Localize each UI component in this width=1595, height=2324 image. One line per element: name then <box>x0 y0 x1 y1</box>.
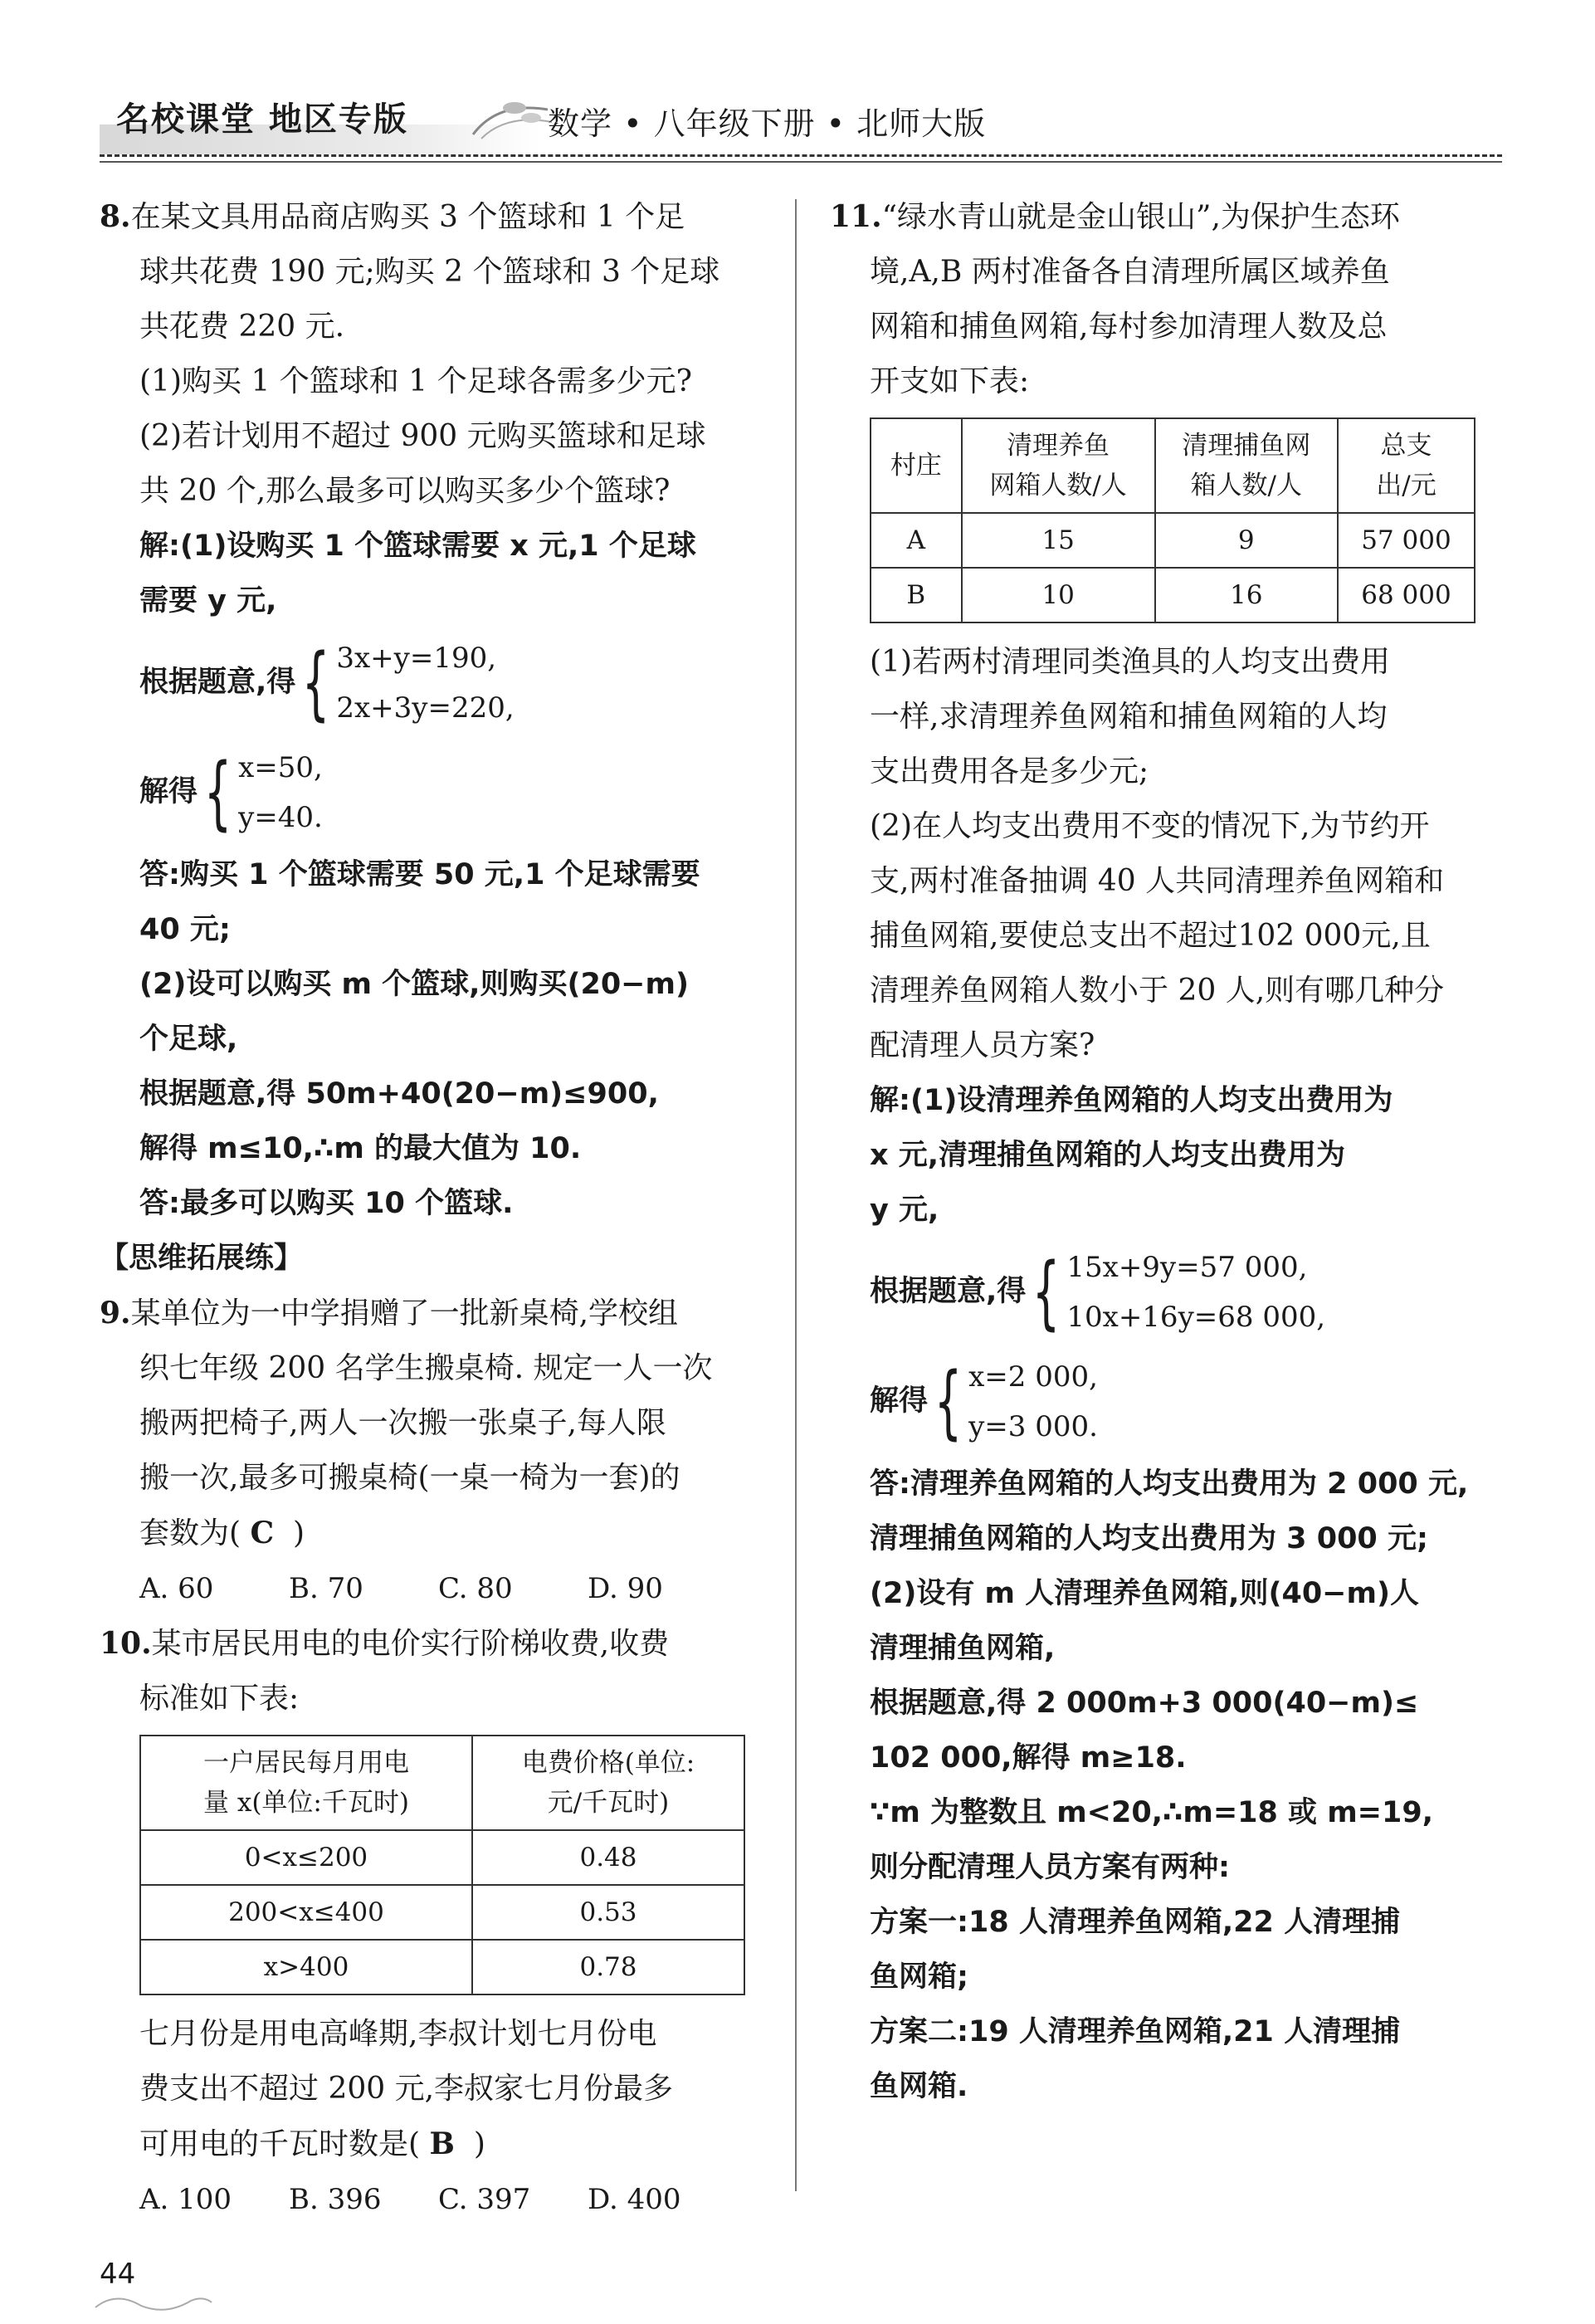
table-row <box>140 1830 744 1885</box>
table-cell: B <box>871 568 962 622</box>
label: 根据题意,得 <box>870 1275 1027 1308</box>
table-cell: 0.53 <box>472 1885 744 1940</box>
table-cell: 200<x≤400 <box>140 1885 472 1940</box>
equation: 15x+9y=57 000, <box>1066 1251 1308 1284</box>
solution-line: (2)设可以购买 m 个篮球,则购买(20−m) <box>139 968 689 1001</box>
leaf-ornament-icon <box>465 93 556 143</box>
table-cell: x>400 <box>140 1940 472 1994</box>
electricity-price-table <box>139 1735 745 1995</box>
equation-system: 根据题意,得 { 15x+9y=57 000, 10x+16y=68 000, <box>830 1238 1485 1347</box>
solution-line: 解得 m≤10,∴m 的最大值为 10. <box>139 1132 582 1165</box>
right-column <box>830 189 1485 2114</box>
stem-text: ) <box>473 2127 485 2161</box>
stem-line: 开支如下表: <box>870 364 1030 398</box>
equation: y=40. <box>238 801 323 834</box>
left-column <box>100 189 763 2227</box>
sub-question-2: 支,两村准备抽调 40 人共同清理养鱼网箱和 <box>870 864 1445 898</box>
options <box>100 1561 763 1616</box>
header-text: 箱人数/人 <box>1190 471 1302 500</box>
table-cell: 0.48 <box>472 1830 744 1885</box>
header-text: 总支 <box>1380 431 1432 461</box>
option-b: B. 396 <box>289 2183 382 2216</box>
option-c: C. 397 <box>438 2183 531 2216</box>
solution-line: y 元, <box>870 1194 939 1227</box>
stem-line: 七月份是用电高峰期,李叔计划七月份电 <box>139 2017 657 2051</box>
footer-ornament-icon <box>91 2291 216 2316</box>
village-cleanup-table <box>870 417 1475 623</box>
plan-1: 鱼网箱; <box>870 1960 968 1994</box>
stem-line: 搬一次,最多可搬桌椅(一桌一椅为一套)的 <box>139 1461 680 1495</box>
sub-question-1: 支出费用各是多少元; <box>870 754 1149 788</box>
table-row <box>140 1940 744 1994</box>
solution-line: 个足球, <box>139 1023 238 1056</box>
plan-1: 方案一:18 人清理养鱼网箱,22 人清理捕 <box>870 1906 1401 1939</box>
equation: x=50, <box>238 751 323 784</box>
solution-system: 解得 { x=50, y=40. <box>100 738 763 847</box>
option-a: A. 60 <box>139 1572 214 1605</box>
question-10 <box>100 1616 763 2227</box>
solution-line: (2)设有 m 人清理养鱼网箱,则(40−m)人 <box>870 1577 1419 1610</box>
header-text: 一户居民每月用电 <box>203 1748 409 1778</box>
table-cell: 0.78 <box>472 1940 744 1994</box>
solution-line: ∵m 为整数且 m<20,∴m=18 或 m=19, <box>870 1796 1434 1829</box>
option-a: A. 100 <box>139 2183 232 2216</box>
header-rule-dashed <box>100 154 1502 157</box>
sub-question-1: 一样,求清理养鱼网箱和捕鱼网箱的人均 <box>870 700 1388 734</box>
stem-line: 境,A,B 两村准备各自清理所属区域养鱼 <box>870 255 1390 289</box>
option-b: B. 70 <box>289 1572 363 1605</box>
option-d: D. 400 <box>588 2183 681 2216</box>
sub-question-2: 配清理人员方案? <box>870 1028 1095 1062</box>
sub-question-2: (2)若计划用不超过 900 元购买篮球和足球 <box>139 419 706 453</box>
table-cell: 68 000 <box>1338 568 1475 622</box>
stem-line: 搬两把椅子,两人一次搬一张桌子,每人限 <box>139 1406 666 1440</box>
answer-line: 答:最多可以购买 10 个篮球. <box>139 1187 514 1220</box>
stem-line: 某单位为一中学捐赠了一批新桌椅,学校组 <box>130 1296 679 1330</box>
solution-line: 清理捕鱼网箱, <box>870 1632 1056 1665</box>
equation-system: 根据题意,得 { 3x+y=190, 2x+3y=220, <box>100 628 763 738</box>
sub-question-2: (2)在人均支出费用不变的情况下,为节约开 <box>870 809 1430 843</box>
table-cell: 0<x≤200 <box>140 1830 472 1885</box>
sub-question-1: (1)若两村清理同类渔具的人均支出费用 <box>870 645 1390 679</box>
stem-line: “绿水青山就是金山银山”,为保护生态环 <box>881 200 1400 234</box>
stem-text: 套数为( <box>139 1516 241 1550</box>
label: 解得 <box>139 775 198 808</box>
question-8 <box>100 189 763 1231</box>
question-number: 8. <box>100 199 131 234</box>
answer-line: 答:清理养鱼网箱的人均支出费用为 2 000 元, <box>870 1467 1469 1501</box>
question-number: 11. <box>830 199 882 234</box>
solution-line: 需要 y 元, <box>139 584 277 618</box>
table-header <box>962 418 1155 513</box>
equation: 3x+y=190, <box>336 642 497 675</box>
sub-question-2: 共 20 个,那么最多可以购买多少个篮球? <box>139 474 671 508</box>
column-divider <box>795 199 797 2191</box>
stem-line: 某市居民用电的电价实行阶梯收费,收费 <box>151 1627 670 1661</box>
table-cell: 15 <box>962 513 1155 568</box>
stem-line <box>100 2116 763 2172</box>
question-number: 10. <box>100 1626 152 1661</box>
table-header <box>472 1736 744 1830</box>
stem-line: 标准如下表: <box>139 1682 300 1716</box>
stem-text: 可用电的千瓦时数是( <box>139 2127 421 2161</box>
header-text: 量 x(单位:千瓦时) <box>203 1788 409 1818</box>
solution-line: 根据题意,得 2 000m+3 000(40−m)≤ <box>870 1687 1419 1720</box>
answer-choice: C <box>250 1516 275 1550</box>
table-header <box>1155 418 1338 513</box>
solution-line: 解:(1)设清理养鱼网箱的人均支出费用为 <box>870 1084 1393 1117</box>
solution-line: 解:(1)设购买 1 个篮球需要 x 元,1 个足球 <box>139 530 696 563</box>
question-9 <box>100 1286 763 1616</box>
sub-question-2: 捕鱼网箱,要使总支出不超过102 000元,且 <box>870 919 1431 953</box>
header-text: 出/元 <box>1376 471 1436 500</box>
question-number: 9. <box>100 1296 131 1330</box>
solution-line: x 元,清理捕鱼网箱的人均支出费用为 <box>870 1139 1346 1172</box>
header-text: 清理捕鱼网 <box>1182 431 1311 461</box>
header-text: 元/千瓦时) <box>547 1788 670 1818</box>
label: 解得 <box>870 1384 929 1418</box>
table-cell: A <box>871 513 962 568</box>
stem-line: 球共花费 190 元;购买 2 个篮球和 3 个足球 <box>139 255 720 289</box>
table-row <box>140 1885 744 1940</box>
label: 根据题意,得 <box>139 666 296 699</box>
plan-2: 方案二:19 人清理养鱼网箱,21 人清理捕 <box>870 2015 1401 2048</box>
page-number: 44 <box>100 2258 136 2291</box>
table-cell: 10 <box>962 568 1155 622</box>
header-brand: 名校课堂 地区专版 <box>116 100 408 139</box>
option-c: C. 80 <box>438 1572 513 1605</box>
equation: y=3 000. <box>968 1410 1098 1443</box>
equation: 10x+16y=68 000, <box>1066 1301 1326 1334</box>
header-text: 网箱人数/人 <box>989 471 1127 500</box>
stem-line: 共花费 220 元. <box>139 310 345 344</box>
header-rule <box>100 161 1502 163</box>
solution-line: 根据题意,得 50m+40(20−m)≤900, <box>139 1077 659 1111</box>
answer-line: 答:购买 1 个篮球需要 50 元,1 个足球需要 <box>139 858 700 891</box>
table-header <box>1338 418 1475 513</box>
solution-line: 102 000,解得 m≥18. <box>870 1741 1187 1775</box>
option-d: D. 90 <box>588 1572 663 1605</box>
stem-line <box>100 1506 763 1561</box>
sub-question-2: 清理养鱼网箱人数小于 20 人,则有哪几种分 <box>870 974 1445 1008</box>
header-text: 电费价格(单位: <box>521 1748 695 1778</box>
answer-choice: B <box>429 2126 455 2161</box>
plan-2: 鱼网箱. <box>870 2070 968 2103</box>
table-cell: 16 <box>1155 568 1338 622</box>
table-header: 村庄 <box>871 418 962 513</box>
answer-line: 清理捕鱼网箱的人均支出费用为 3 000 元; <box>870 1522 1428 1555</box>
table-cell: 57 000 <box>1338 513 1475 568</box>
header-text: 清理养鱼 <box>1007 431 1110 461</box>
stem-text: ) <box>293 1516 305 1550</box>
answer-line: 40 元; <box>139 913 231 946</box>
equation: 2x+3y=220, <box>336 691 515 725</box>
options <box>100 2172 763 2227</box>
stem-line: 费支出不超过 200 元,李叔家七月份最多 <box>139 2072 674 2106</box>
table-cell: 9 <box>1155 513 1338 568</box>
header-subject: 数学 • 八年级下册 • 北师大版 <box>548 105 987 142</box>
solution-system: 解得 { x=2 000, y=3 000. <box>830 1347 1485 1457</box>
solution-line: 则分配清理人员方案有两种: <box>870 1851 1230 1884</box>
table-row <box>871 513 1475 568</box>
table-header <box>140 1736 472 1830</box>
equation: x=2 000, <box>968 1360 1098 1394</box>
stem-line: 网箱和捕鱼网箱,每村参加清理人数及总 <box>870 310 1388 344</box>
table-row <box>871 568 1475 622</box>
stem-line: 在某文具用品商店购买 3 个篮球和 1 个足 <box>130 200 685 234</box>
section-title: 【思维拓展练】 <box>100 1242 304 1275</box>
sub-question-1: (1)购买 1 个篮球和 1 个足球各需多少元? <box>139 364 692 398</box>
stem-line: 织七年级 200 名学生搬桌椅. 规定一人一次 <box>139 1351 713 1385</box>
question-11 <box>830 189 1485 2114</box>
